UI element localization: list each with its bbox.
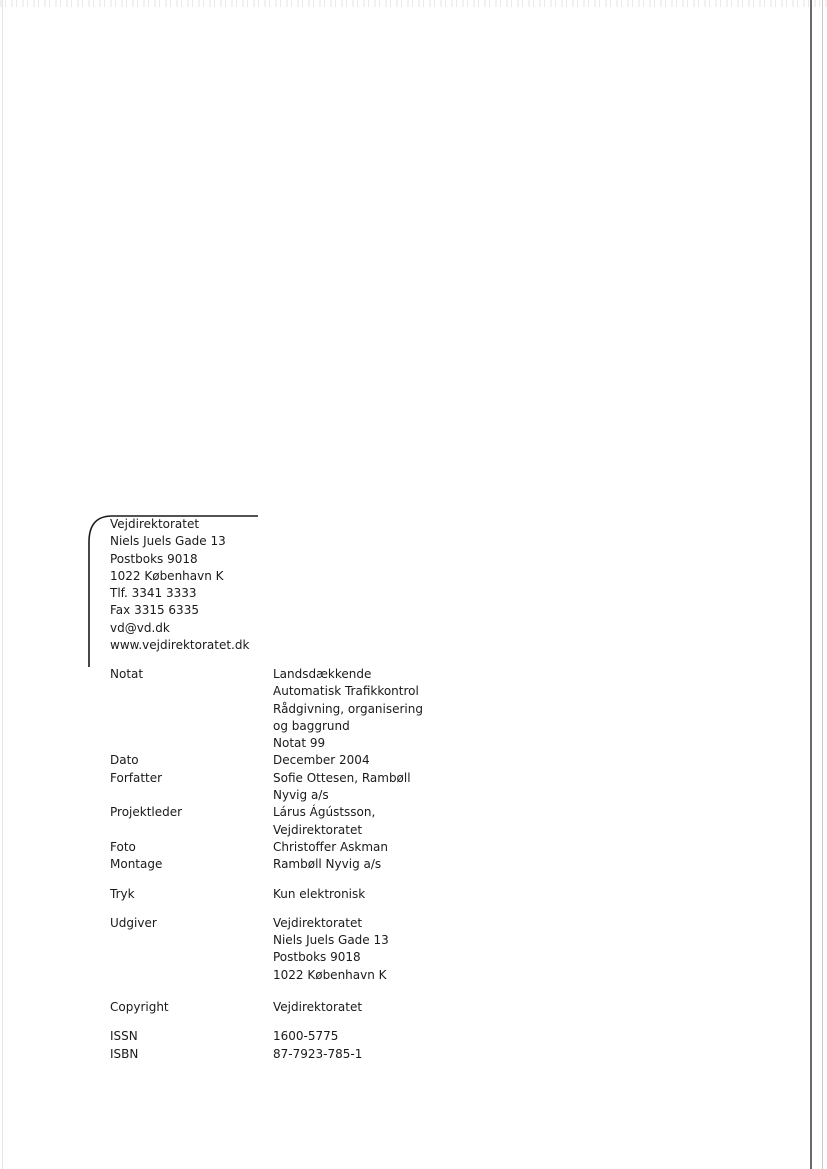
sender-city: 1022 København K	[110, 568, 224, 583]
detail-value: 1600-5775	[273, 1029, 339, 1044]
detail-values	[273, 839, 430, 856]
sender-email: vd@vd.dk	[110, 620, 170, 635]
detail-value: Vejdirektoratet	[273, 915, 363, 930]
detail-value: Vejdirektoratet	[273, 822, 363, 837]
detail-value: Postboks 9018	[273, 950, 361, 965]
scan-edge-left	[2, 0, 3, 1169]
spacer	[110, 984, 430, 999]
scan-edge-right	[810, 0, 812, 1169]
detail-label: ISSN	[110, 1029, 138, 1044]
detail-row-issn	[110, 1028, 430, 1045]
detail-row-montage	[110, 856, 430, 873]
sender-name: Vejdirektoratet	[110, 517, 200, 531]
detail-values	[273, 915, 430, 984]
detail-label: Projektleder	[110, 805, 183, 820]
detail-row-foto	[110, 839, 430, 856]
detail-value: 1022 København K	[273, 967, 387, 982]
detail-value: Notat 99	[273, 736, 326, 751]
detail-label: Foto	[110, 839, 136, 854]
detail-row-notat	[110, 666, 430, 752]
detail-values	[273, 666, 430, 752]
detail-label: Notat	[110, 667, 144, 681]
detail-value: Lárus Ágústsson,	[273, 805, 376, 820]
detail-label: Tryk	[110, 886, 135, 901]
detail-value: Rambøll Nyvig a/s	[273, 857, 382, 872]
detail-row-dato	[110, 752, 430, 769]
spacer	[110, 1016, 430, 1028]
detail-value: Niels Juels Gade 13	[273, 933, 389, 948]
detail-value: Rådgivning, organisering	[273, 701, 423, 716]
detail-values	[273, 1046, 430, 1063]
detail-values	[273, 999, 430, 1016]
scan-edge-right-faint	[822, 0, 823, 1169]
detail-values	[273, 856, 430, 873]
sender-fax: Fax 3315 6335	[110, 603, 199, 618]
publication-details	[110, 666, 430, 1063]
detail-value: Vejdirektoratet	[273, 1000, 363, 1015]
detail-values	[273, 770, 430, 805]
detail-values	[273, 804, 430, 839]
detail-value: Christoffer Askman	[273, 839, 389, 854]
detail-value: 87-7923-785-1	[273, 1046, 363, 1061]
detail-row-isbn	[110, 1046, 430, 1063]
detail-row-forfatter	[110, 770, 430, 805]
sender-street: Niels Juels Gade 13	[110, 534, 226, 549]
detail-value: og baggrund	[273, 718, 350, 733]
detail-label: Forfatter	[110, 770, 163, 785]
detail-label: Montage	[110, 857, 163, 872]
detail-value: Sofie Ottesen, Rambøll	[273, 770, 411, 785]
detail-label: Copyright	[110, 1000, 169, 1015]
sender-po-box: Postboks 9018	[110, 551, 198, 566]
scan-edge-top	[0, 0, 827, 7]
detail-values	[273, 752, 430, 769]
detail-value: Automatisk Trafikkontrol	[273, 684, 419, 699]
detail-label: Udgiver	[110, 915, 157, 930]
detail-values	[273, 886, 430, 903]
sender-website: www.vejdirektoratet.dk	[110, 638, 250, 653]
detail-value: December 2004	[273, 753, 370, 768]
sender-phone: Tlf. 3341 3333	[110, 586, 197, 601]
detail-row-tryk	[110, 886, 430, 903]
spacer	[110, 903, 430, 915]
detail-values	[273, 1028, 430, 1045]
detail-value: Landsdækkende	[273, 667, 372, 681]
detail-row-copyright	[110, 999, 430, 1016]
detail-value: Kun elektronisk	[273, 886, 366, 901]
detail-value: Nyvig a/s	[273, 788, 329, 803]
detail-label: ISBN	[110, 1046, 139, 1061]
detail-row-projektleder	[110, 804, 430, 839]
detail-label: Dato	[110, 753, 139, 768]
spacer	[110, 874, 430, 886]
sender-address-block	[110, 516, 249, 654]
detail-row-udgiver	[110, 915, 430, 984]
